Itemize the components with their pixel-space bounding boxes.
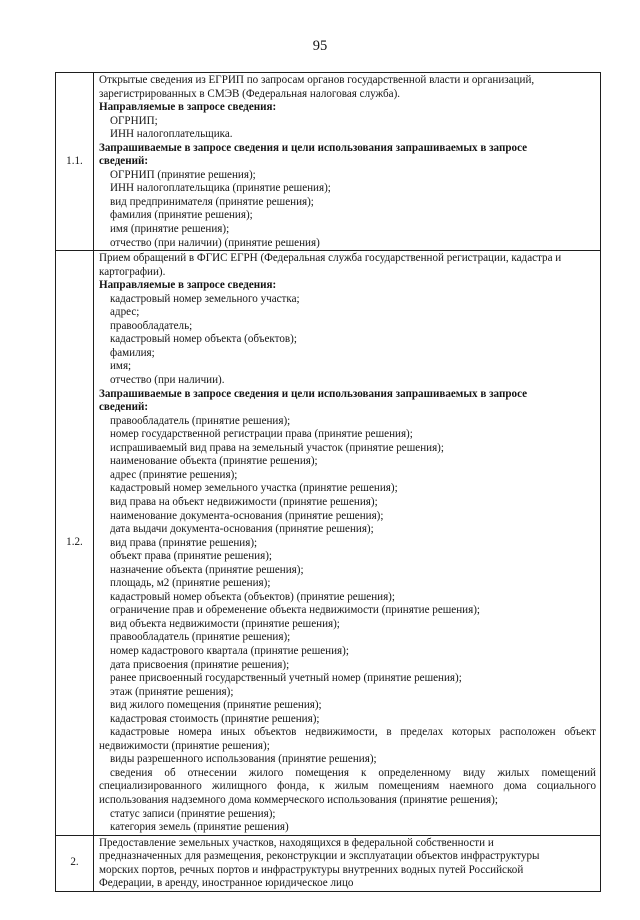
text-line: вид объекта недвижимости (принятие решения); bbox=[110, 617, 340, 630]
text-line: статус записи (принятие решения); bbox=[110, 807, 276, 820]
text-line: правообладатель; bbox=[110, 319, 193, 332]
text-line: Открытые сведения из ЕГРИП по запросам органов государственной власти и организаций, bbox=[99, 74, 535, 86]
text-line: номер государственной регистрации права (принятие решения); bbox=[110, 428, 413, 441]
row-number-cell bbox=[56, 73, 94, 251]
text-line: ОГРНИП (принятие решения); bbox=[110, 168, 256, 181]
text-line: отчество (при наличии) (принятие решения) bbox=[110, 236, 320, 249]
row-content-cell bbox=[94, 251, 601, 836]
text-line: ОГРНИП; bbox=[110, 114, 158, 127]
row-content-cell bbox=[94, 73, 601, 251]
text-line: наименование документа-основания (принятие решения); bbox=[110, 509, 384, 522]
text-line: использования надземного дома коммерческого использования (принятие решения); bbox=[99, 793, 498, 806]
text-line: ограничение прав и обременение объекта недвижимости (принятие решения); bbox=[110, 604, 480, 617]
section-heading-line: Запрашиваемые в запросе сведения и цели использования запрашиваемых в запросе bbox=[99, 387, 528, 400]
text-line: зарегистрированных в СМЭВ (Федеральная налоговая служба). bbox=[99, 87, 401, 100]
services-table bbox=[55, 72, 601, 892]
row-number: 1.2. bbox=[66, 536, 83, 549]
section-heading-line: Запрашиваемые в запросе сведения и цели использования запрашиваемых в запросе bbox=[99, 141, 528, 154]
text-line: вид права на объект недвижимости (принятие решения); bbox=[110, 495, 378, 508]
section-heading-line: Направляемые в запросе сведения: bbox=[99, 101, 277, 114]
text-line: специализированного жилищного фонда, к жилым помещениям наемного дома социального bbox=[99, 780, 596, 793]
text-line: адрес; bbox=[110, 306, 140, 319]
text-line: номер кадастрового квартала (принятие решения); bbox=[110, 644, 349, 657]
text-line: имя; bbox=[110, 360, 132, 373]
table-row bbox=[56, 835, 601, 891]
text-line: ИНН налогоплательщика (принятие решения); bbox=[110, 182, 331, 195]
text-line: кадастровый номер земельного участка; bbox=[110, 292, 300, 305]
row-number: 2. bbox=[70, 856, 79, 869]
text-line: имя (принятие решения); bbox=[110, 223, 230, 236]
text-line: вид права (принятие решения); bbox=[110, 536, 258, 549]
text-line: наименование объекта (принятие решения); bbox=[110, 455, 318, 468]
text-line: площадь, м2 (принятие решения); bbox=[110, 577, 271, 590]
row-number-cell bbox=[56, 251, 94, 836]
text-line: объект права (принятие решения); bbox=[110, 550, 272, 563]
text-line: кадастровые номера иных объектов недвижимости, в пределах которых расположен объект bbox=[110, 726, 596, 739]
text-line: ранее присвоенный государственный учетный номер (принятие решения); bbox=[110, 672, 462, 685]
text-line: кадастровая стоимость (принятие решения); bbox=[110, 712, 320, 725]
text-line: адрес (принятие решения); bbox=[110, 468, 238, 481]
text-line: вид предпринимателя (принятие решения); bbox=[110, 195, 314, 208]
table-body bbox=[56, 73, 601, 892]
text-line: отчество (при наличии). bbox=[110, 374, 225, 387]
text-line: Предоставление земельных участков, находящихся в федеральной собственности и bbox=[99, 836, 494, 849]
text-line: Прием обращений в ФГИС ЕГРН (Федеральная служба государственной регистрации, кадастра и bbox=[99, 252, 562, 265]
row-content-cell bbox=[94, 835, 601, 891]
text-line: сведения об отнесении жилого помещения к определенному виду жилых помещений bbox=[110, 766, 596, 779]
text-line: правообладатель (принятие решения); bbox=[110, 631, 291, 644]
text-line: предназначенных для размещения, реконструкции и эксплуатации объектов инфраструктуры bbox=[99, 850, 540, 863]
text-line: фамилия; bbox=[110, 346, 155, 359]
text-line: морских портов, речных портов и инфраструктуры внутренних водных путей Российской bbox=[99, 863, 524, 876]
table-row bbox=[56, 73, 601, 251]
text-line: виды разрешенного использования (принятие решения); bbox=[110, 753, 377, 766]
row-number: 1.1. bbox=[66, 154, 83, 167]
text-line: фамилия (принятие решения); bbox=[110, 209, 253, 222]
text-line: правообладатель (принятие решения); bbox=[110, 414, 291, 427]
text-line: кадастровый номер объекта (объектов); bbox=[110, 333, 297, 346]
text-line: назначение объекта (принятие решения); bbox=[110, 563, 304, 576]
text-line: ИНН налогоплательщика. bbox=[110, 128, 233, 141]
text-line: вид жилого помещения (принятие решения); bbox=[110, 699, 322, 712]
text-line: этаж (принятие решения); bbox=[110, 685, 234, 698]
text-line: кадастровый номер земельного участка (принятие решения); bbox=[110, 482, 398, 495]
text-line: Федерации, в аренду, иностранное юридическое лицо bbox=[99, 877, 354, 890]
text-line: кадастровый номер объекта (объектов) (принятие решения); bbox=[110, 590, 395, 603]
table-row bbox=[56, 251, 601, 836]
text-line: дата присвоения (принятие решения); bbox=[110, 658, 290, 671]
text-line: категория земель (принятие решения) bbox=[110, 821, 289, 834]
section-heading-line: сведений: bbox=[99, 401, 149, 414]
row-number-cell bbox=[56, 835, 94, 891]
section-heading-line: сведений: bbox=[99, 155, 149, 168]
text-line: испрашиваемый вид права на земельный участок (принятие решения); bbox=[110, 441, 444, 454]
text-line: картографии). bbox=[99, 265, 166, 278]
text-line: дата выдачи документа-основания (принятие решения); bbox=[110, 523, 374, 536]
text-line: недвижимости (принятие решения); bbox=[99, 739, 270, 752]
page-number: 95 bbox=[312, 38, 328, 54]
section-heading-line: Направляемые в запросе сведения: bbox=[99, 279, 277, 292]
